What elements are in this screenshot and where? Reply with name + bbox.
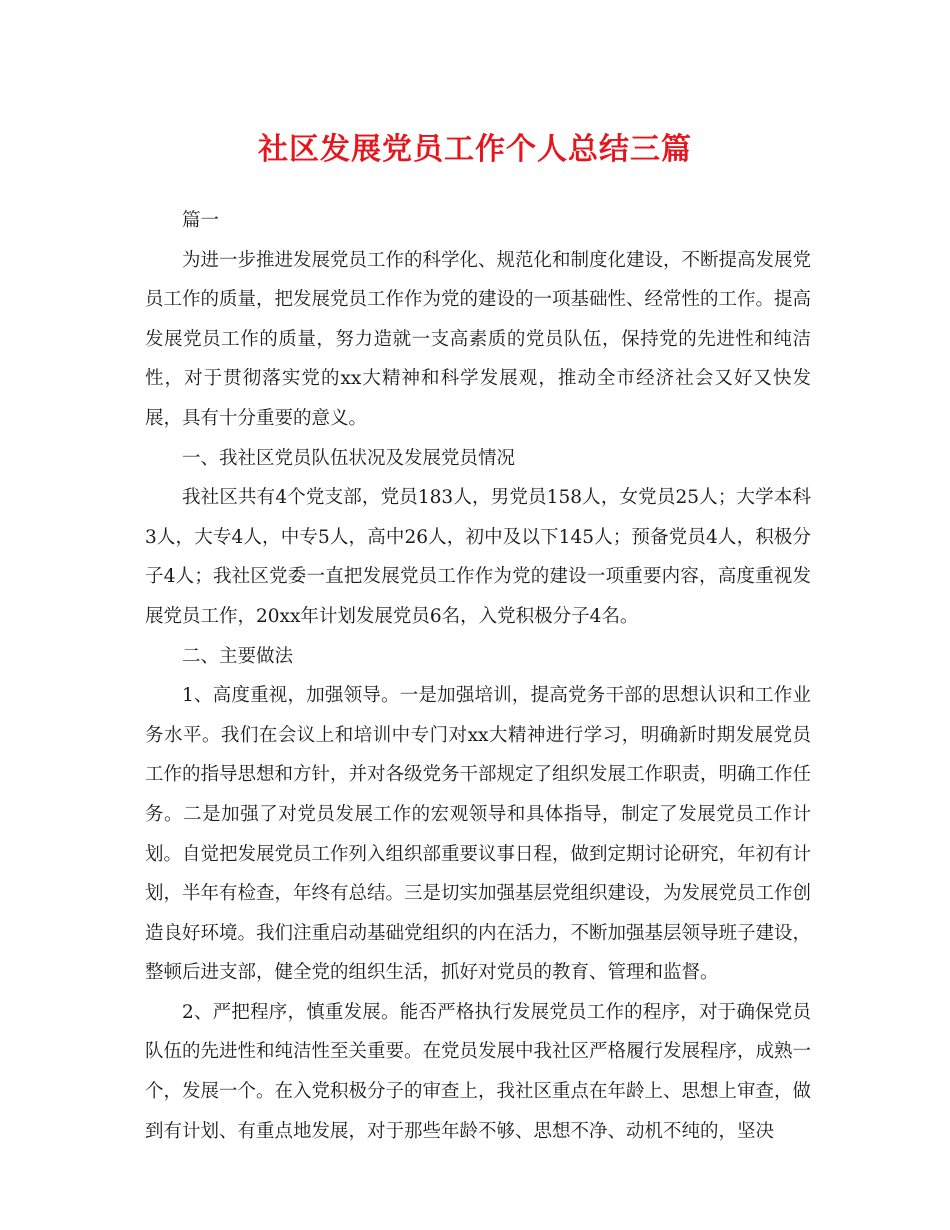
intro-paragraph: 为进一步推进发展党员工作的科学化、规范化和制度化建设，不断提高发展党员工作的质量，把发展党员工作作为党的建设的一项基础性、经常性的工作。提高发展党员工作的质量，努力造就一支高素质的党员队伍，保持党的先进性和纯洁性，对于贯彻落实党的xx大精神和科学发展观，推动全市经济社会又好又快发展，具有十分重要的意义。 <box>145 249 812 429</box>
situation-paragraph: 我社区共有4个党支部，党员183人，男党员158人，女党员25人；大学本科3人，大专4人，中专5人，高中26人，初中及以下145人；预备党员4人，积极分子4人；我社区党委一直把发展党员工作作为党的建设一项重要内容，高度重视发展党员工作，20xx年计划发展党员6名，入党积极分子4名。 <box>145 487 811 627</box>
method-paragraph-1: 1、高度重视，加强领导。一是加强培训，提高党务干部的思想认识和工作业务水平。我们在会议上和培训中专门对xx大精神进行学习，明确新时期发展党员工作的指导思想和方针，并对各级党务干部规定了组织发展工作职责，明确工作任务。二是加强了对党员发展工作的宏观领导和具体指导，制定了发展党员工作计划。自觉把发展党员工作列入组织部重要议事日程，做到定期讨论研究，年初有计划，半年有检查，年终有总结。三是切实加强基层党组织建设，为发展党员工作创造良好环境。我们注重启动基础党组织的内在活力，不断加强基层领导班子建设，整顿后进支部，健全党的组织生活，抓好对党员的教育、管理和监督。 <box>145 685 812 984</box>
section-heading-situation: 一、我社区党员队伍状况及发展党员情况 <box>182 447 516 469</box>
section-heading-part-one: 篇一 <box>182 210 220 231</box>
method-paragraph-2: 2、严把程序，慎重发展。能否严格执行发展党员工作的程序，对于确保党员队伍的先进性和纯洁性至关重要。在党员发展中我社区严格履行发展程序，成熟一个，发展一个。在入党积极分子的审查上，我社区重点在年龄上、思想上审查，做到有计划、有重点地发展，对于那些年龄不够、思想不净、动机不纯的，坚决 <box>145 1001 812 1142</box>
section-heading-methods: 二、主要做法 <box>182 645 294 667</box>
document-body <box>145 201 811 1151</box>
document-title: 社区发展党员工作个人总结三篇 <box>258 132 692 167</box>
